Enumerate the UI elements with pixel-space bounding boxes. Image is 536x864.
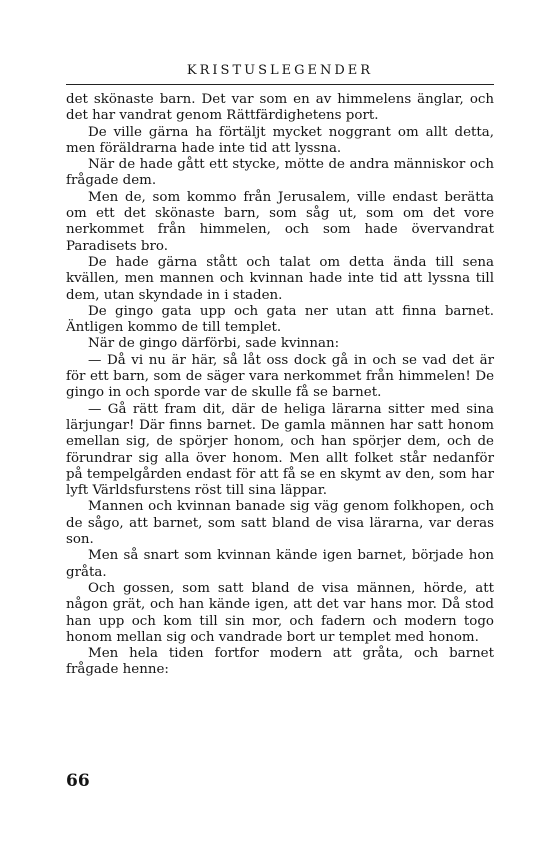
running-title: KRISTUSLEGENDER — [186, 63, 374, 78]
dialogue-paragraph: — Gå rätt fram dit, där de heliga lärarna sitter med sina lärjungar! Där finns barnet. De gamla männen har satt honom emellan sig, de spörjer honom, och han spörjer dem, och de förundrar sig alla över honom. Men allt folket står nedanför på tempelgården endast för att få se en skymt av den, som har lyft Världsfurstens röst till sina läppar. — [66, 401, 494, 499]
paragraph: Och gossen, som satt bland de visa männen, hörde, att någon grät, och han kände igen, att det var hans mor. Då stod han upp och kom till sin mor, och fadern och modern togo honom mellan sig och vandrade bort ur templet med honom. — [66, 580, 494, 645]
paragraph: Men de, som kommo från Jerusalem, ville endast berätta om ett det skönaste barn, som såg ut, som om det vore nerkommet från himmelen, och som hade övervandrat Paradisets bro. — [66, 189, 494, 254]
paragraph: det skönaste barn. Det var som en av himmelens änglar, och det har vandrat genom Rättfärdighetens port. — [66, 92, 494, 124]
paragraph: Mannen och kvinnan banade sig väg genom folkhopen, och de sågo, att barnet, som satt bland de visa lärarna, var deras son. — [66, 499, 494, 548]
paragraph: När de gingo därförbi, sade kvinnan: — [88, 336, 340, 352]
page-number: 66 — [66, 771, 90, 791]
paragraph: Men hela tiden fortfor modern att gråta, och barnet frågade henne: — [66, 646, 494, 678]
paragraph: De hade gärna stått och talat om detta ända till sena kvällen, men mannen och kvinnan hade inte tid att lyssna till dem, utan skyndade in i staden. — [66, 254, 494, 303]
dialogue-paragraph: — Då vi nu är här, så låt oss dock gå in och se vad det är för ett barn, som de säger vara nerkommet från himmelen! De gingo in och sporde var de skulle få se barnet. — [66, 352, 494, 401]
paragraph: De ville gärna ha förtäljt mycket noggrant om allt detta, men föräldrarna hade inte tid att lyssna. — [66, 124, 494, 156]
header-rule — [66, 84, 494, 85]
paragraph: Men så snart som kvinnan kände igen barnet, började hon gråta. — [66, 548, 494, 580]
body-text — [66, 92, 494, 679]
paragraph: När de hade gått ett stycke, mötte de andra människor och frågade dem. — [66, 157, 494, 189]
paragraph: De gingo gata upp och gata ner utan att finna barnet. Äntligen kommo de till templet. — [66, 303, 494, 336]
